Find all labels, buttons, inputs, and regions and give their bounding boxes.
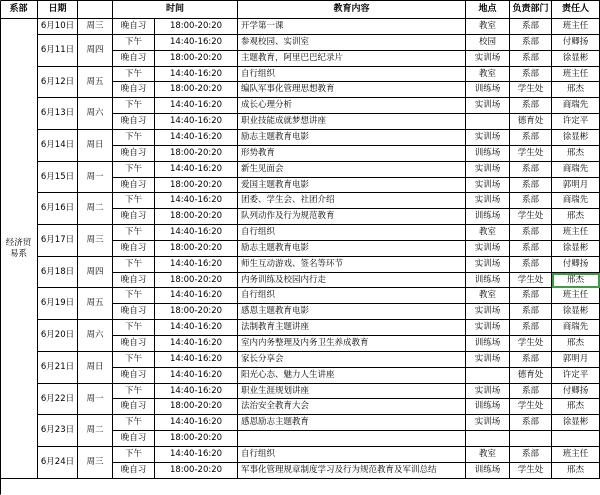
content-cell[interactable]: 家长分享会 [238, 352, 466, 368]
resp-dept-cell[interactable] [510, 431, 552, 447]
content-cell[interactable]: 参观校园、实训室 [238, 35, 466, 51]
period-cell[interactable]: 晚自习 [113, 431, 155, 447]
place-cell[interactable]: 实训场 [466, 162, 510, 178]
place-cell[interactable] [466, 431, 510, 447]
resp-dept-cell[interactable]: 学生处 [510, 336, 552, 352]
person-cell[interactable]: 商瑞先 [552, 193, 600, 209]
time-cell[interactable]: 14:40-16:20 [155, 415, 238, 431]
person-cell[interactable]: 邢杰 [552, 146, 600, 162]
weekday-cell[interactable]: 周一 [78, 384, 113, 415]
time-cell[interactable]: 14:40-16:20 [155, 130, 238, 146]
person-cell[interactable]: 付卿扬 [552, 35, 600, 51]
place-cell[interactable]: 实训场 [466, 415, 510, 431]
content-cell[interactable]: 阳光心态、魅力人生讲座 [238, 368, 466, 384]
period-cell[interactable]: 下午 [113, 288, 155, 304]
place-cell[interactable]: 教室 [466, 19, 510, 35]
place-cell[interactable]: 训练场 [466, 82, 510, 98]
time-cell[interactable]: 14:40-16:20 [155, 257, 238, 273]
place-cell[interactable]: 实训场 [466, 384, 510, 399]
resp-dept-cell[interactable]: 系部 [510, 67, 552, 82]
weekday-cell[interactable]: 周六 [78, 98, 113, 130]
place-cell[interactable]: 实训场 [466, 130, 510, 146]
period-cell[interactable]: 晚自习 [113, 463, 155, 479]
time-cell[interactable]: 18:00-20:20 [155, 178, 238, 193]
content-cell[interactable]: 形势教育 [238, 146, 466, 162]
place-cell[interactable]: 训练场 [466, 146, 510, 162]
resp-dept-cell[interactable]: 系部 [510, 304, 552, 320]
period-cell[interactable]: 晚自习 [113, 399, 155, 415]
time-cell[interactable]: 18:00-20:20 [155, 19, 238, 35]
content-cell[interactable]: 编队军事化管理思想教育 [238, 82, 466, 98]
date-cell[interactable]: 6月11日 [38, 35, 78, 67]
time-cell[interactable]: 18:00-20:20 [155, 209, 238, 225]
place-cell[interactable]: 教室 [466, 447, 510, 463]
place-cell[interactable] [466, 114, 510, 130]
header-person: 责任人 [552, 0, 600, 19]
resp-dept-cell[interactable]: 系部 [510, 51, 552, 67]
place-cell[interactable]: 实训场 [466, 304, 510, 320]
place-cell[interactable] [466, 368, 510, 384]
time-cell[interactable]: 14:40-16:20 [155, 225, 238, 241]
date-cell[interactable]: 6月17日 [38, 225, 78, 257]
header-content: 教育内容 [238, 0, 466, 19]
time-cell[interactable]: 14:40-16:20 [155, 193, 238, 209]
date-cell[interactable]: 6月23日 [38, 415, 78, 447]
resp-dept-cell[interactable]: 系部 [510, 35, 552, 51]
period-cell[interactable]: 晚自习 [113, 82, 155, 98]
person-cell[interactable]: 班主任 [552, 288, 600, 304]
date-cell[interactable]: 6月21日 [38, 352, 78, 384]
content-cell[interactable]: 法治安全教育大会 [238, 399, 466, 415]
date-cell[interactable]: 6月14日 [38, 130, 78, 162]
content-cell[interactable]: 主题教育，阿里巴巴纪录片 [238, 51, 466, 67]
resp-dept-cell[interactable]: 系部 [510, 447, 552, 463]
person-cell[interactable]: 班主任 [552, 19, 600, 35]
time-cell[interactable]: 18:00-20:20 [155, 241, 238, 257]
period-cell[interactable]: 下午 [113, 35, 155, 51]
resp-dept-cell[interactable]: 系部 [510, 98, 552, 114]
period-cell[interactable]: 下午 [113, 352, 155, 368]
place-cell[interactable]: 训练场 [466, 336, 510, 352]
period-cell[interactable]: 下午 [113, 193, 155, 209]
date-cell[interactable]: 6月20日 [38, 320, 78, 352]
place-cell[interactable]: 实训场 [466, 51, 510, 67]
person-cell[interactable]: 商瑞先 [552, 162, 600, 178]
content-cell[interactable]: 职业生涯规划讲座 [238, 384, 466, 399]
resp-dept-cell[interactable]: 学生处 [510, 82, 552, 98]
person-cell[interactable]: 郭明月 [552, 352, 600, 368]
resp-dept-cell[interactable]: 系部 [510, 384, 552, 399]
resp-dept-cell[interactable]: 系部 [510, 162, 552, 178]
period-cell[interactable]: 晚自习 [113, 368, 155, 384]
person-cell[interactable]: 付卿扬 [552, 257, 600, 273]
person-cell[interactable]: 郭明月 [552, 178, 600, 193]
header-dept: 系部 [0, 0, 38, 19]
time-cell[interactable]: 14:40-16:20 [155, 114, 238, 130]
header-resp-dept: 负责部门 [510, 0, 552, 19]
place-cell[interactable]: 实训场 [466, 352, 510, 368]
person-cell[interactable]: 班主任 [552, 225, 600, 241]
time-cell[interactable]: 14:40-16:20 [155, 35, 238, 51]
content-cell[interactable]: 自行组织 [238, 67, 466, 82]
weekday-cell[interactable]: 周三 [78, 19, 113, 35]
person-cell[interactable]: 邢杰 [552, 336, 600, 352]
header-time: 时间 [113, 0, 238, 19]
period-cell[interactable]: 下午 [113, 257, 155, 273]
person-cell[interactable]: 付卿扬 [552, 384, 600, 399]
time-cell[interactable]: 18:00-20:20 [155, 273, 238, 288]
place-cell[interactable]: 教室 [466, 225, 510, 241]
date-cell[interactable]: 6月16日 [38, 193, 78, 225]
person-cell[interactable]: 邢杰 [552, 209, 600, 225]
content-cell[interactable]: 室内内务整理及内务卫生养成教育 [238, 336, 466, 352]
date-cell[interactable]: 6月19日 [38, 288, 78, 320]
place-cell[interactable]: 校园 [466, 35, 510, 51]
period-cell[interactable]: 晚自习 [113, 304, 155, 320]
period-cell[interactable]: 下午 [113, 162, 155, 178]
place-cell[interactable]: 实训场 [466, 178, 510, 193]
period-cell[interactable]: 下午 [113, 225, 155, 241]
person-cell[interactable]: 徐显彬 [552, 130, 600, 146]
weekday-cell[interactable]: 周三 [78, 225, 113, 257]
period-cell[interactable]: 晚自习 [113, 114, 155, 130]
place-cell[interactable]: 训练场 [466, 209, 510, 225]
weekday-cell[interactable]: 周五 [78, 67, 113, 98]
content-cell[interactable]: 开学第一课 [238, 19, 466, 35]
content-cell[interactable]: 法制教育主题讲座 [238, 320, 466, 336]
time-cell[interactable]: 18:00-20:20 [155, 399, 238, 415]
person-cell[interactable]: 邢杰 [552, 399, 600, 415]
time-cell[interactable]: 14:40-16:20 [155, 67, 238, 82]
time-cell[interactable]: 14:40-16:20 [155, 320, 238, 336]
time-cell[interactable]: 18:00-20:20 [155, 146, 238, 162]
weekday-cell[interactable]: 周二 [78, 193, 113, 225]
content-cell[interactable]: 职业技能成就梦想讲座 [238, 114, 466, 130]
time-cell[interactable]: 14:40-16:20 [155, 162, 238, 178]
resp-dept-cell[interactable]: 学生处 [510, 146, 552, 162]
resp-dept-cell[interactable]: 学生处 [510, 399, 552, 415]
weekday-cell[interactable]: 周日 [78, 352, 113, 384]
period-cell[interactable]: 下午 [113, 447, 155, 463]
person-cell[interactable]: 邢杰 [552, 463, 600, 479]
department-cell[interactable]: 经济贸易系 [0, 19, 38, 479]
weekday-cell[interactable]: 周四 [78, 35, 113, 67]
person-cell[interactable]: 徐显彬 [552, 415, 600, 431]
person-cell[interactable]: 邢杰 [552, 82, 600, 98]
date-cell[interactable]: 6月13日 [38, 98, 78, 130]
resp-dept-cell[interactable]: 系部 [510, 130, 552, 146]
person-cell[interactable]: 徐显彬 [552, 304, 600, 320]
person-cell[interactable]: 徐显彬 [552, 51, 600, 67]
time-cell[interactable]: 14:40-16:20 [155, 288, 238, 304]
content-cell[interactable]: 感恩励志主题教育 [238, 415, 466, 431]
person-cell[interactable]: 班主任 [552, 67, 600, 82]
content-cell[interactable]: 内务训练及校园内行走 [238, 273, 466, 288]
time-cell[interactable]: 14:40-16:20 [155, 447, 238, 463]
person-cell[interactable]: 班主任 [552, 447, 600, 463]
header-date: 日期 [38, 0, 78, 19]
place-cell[interactable]: 实训场 [466, 98, 510, 114]
person-cell-selected[interactable]: 邢杰 [552, 273, 600, 288]
header-place: 地点 [466, 0, 510, 19]
period-cell[interactable]: 晚自习 [113, 178, 155, 193]
time-cell[interactable]: 14:40-16:20 [155, 98, 238, 114]
resp-dept-cell[interactable]: 系部 [510, 288, 552, 304]
resp-dept-cell[interactable]: 德育处 [510, 368, 552, 384]
date-cell[interactable]: 6月15日 [38, 162, 78, 193]
weekday-cell[interactable]: 周二 [78, 415, 113, 447]
person-cell[interactable]: 许定平 [552, 368, 600, 384]
content-cell[interactable]: 励志主题教育电影 [238, 130, 466, 146]
place-cell[interactable]: 教室 [466, 67, 510, 82]
time-cell[interactable]: 18:00-20:20 [155, 431, 238, 447]
weekday-cell[interactable]: 周一 [78, 162, 113, 193]
content-cell[interactable]: 成长心理分析 [238, 98, 466, 114]
time-cell[interactable]: 14:40-16:20 [155, 352, 238, 368]
content-cell[interactable]: 队列动作及行为规范教育 [238, 209, 466, 225]
content-cell[interactable]: 爱国主题教育电影 [238, 178, 466, 193]
content-cell[interactable]: 励志主题教育电影 [238, 241, 466, 257]
weekday-cell[interactable]: 周三 [78, 447, 113, 479]
person-cell[interactable]: 许定平 [552, 114, 600, 130]
weekday-cell[interactable]: 周五 [78, 288, 113, 320]
period-cell[interactable]: 下午 [113, 415, 155, 431]
resp-dept-cell[interactable]: 系部 [510, 352, 552, 368]
resp-dept-cell[interactable]: 系部 [510, 225, 552, 241]
place-cell[interactable]: 训练场 [466, 273, 510, 288]
content-cell[interactable]: 感恩主题教育电影 [238, 304, 466, 320]
content-cell[interactable]: 新生见面会 [238, 162, 466, 178]
period-cell[interactable]: 下午 [113, 67, 155, 82]
time-cell[interactable]: 14:40-16:20 [155, 336, 238, 352]
content-cell[interactable]: 师生互动游戏、签名等环节 [238, 257, 466, 273]
place-cell[interactable]: 实训场 [466, 257, 510, 273]
resp-dept-cell[interactable]: 系部 [510, 19, 552, 35]
content-cell[interactable]: 军事化管理规章制度学习及行为规范教育及军训总结 [238, 463, 466, 479]
place-cell[interactable]: 训练场 [466, 399, 510, 415]
person-cell[interactable] [552, 431, 600, 447]
resp-dept-cell[interactable]: 系部 [510, 257, 552, 273]
period-cell[interactable]: 晚自习 [113, 209, 155, 225]
content-cell[interactable]: 自行组织 [238, 288, 466, 304]
date-cell[interactable]: 6月22日 [38, 384, 78, 415]
place-cell[interactable]: 训练场 [466, 463, 510, 479]
period-cell[interactable]: 下午 [113, 384, 155, 399]
date-cell[interactable]: 6月10日 [38, 19, 78, 35]
resp-dept-cell[interactable]: 德育处 [510, 114, 552, 130]
resp-dept-cell[interactable]: 系部 [510, 178, 552, 193]
place-cell[interactable]: 教室 [466, 288, 510, 304]
period-cell[interactable]: 晚自习 [113, 146, 155, 162]
period-cell[interactable]: 晚自习 [113, 51, 155, 67]
resp-dept-cell[interactable]: 系部 [510, 193, 552, 209]
date-cell[interactable]: 6月24日 [38, 447, 78, 479]
period-cell[interactable]: 晚自习 [113, 336, 155, 352]
person-cell[interactable]: 徐显彬 [552, 241, 600, 257]
weekday-cell[interactable]: 周日 [78, 130, 113, 162]
period-cell[interactable]: 晚自习 [113, 241, 155, 257]
time-cell[interactable]: 14:40-16:20 [155, 384, 238, 399]
person-cell[interactable]: 商瑞先 [552, 320, 600, 336]
header-weekday [78, 0, 113, 19]
content-cell[interactable]: 自行组织 [238, 447, 466, 463]
time-cell[interactable]: 18:00-20:20 [155, 304, 238, 320]
resp-dept-cell[interactable]: 系部 [510, 415, 552, 431]
place-cell[interactable]: 实训场 [466, 320, 510, 336]
period-cell[interactable]: 下午 [113, 98, 155, 114]
time-cell[interactable]: 18:00-20:20 [155, 463, 238, 479]
period-cell[interactable]: 下午 [113, 320, 155, 336]
weekday-cell[interactable]: 周四 [78, 257, 113, 288]
content-cell[interactable]: 自行组织 [238, 225, 466, 241]
period-cell[interactable]: 晚自习 [113, 273, 155, 288]
place-cell[interactable]: 实训场 [466, 241, 510, 257]
resp-dept-cell[interactable]: 学生处 [510, 209, 552, 225]
resp-dept-cell[interactable]: 学生处 [510, 273, 552, 288]
period-cell[interactable]: 下午 [113, 130, 155, 146]
time-cell[interactable]: 18:00-20:20 [155, 82, 238, 98]
resp-dept-cell[interactable]: 学生处 [510, 463, 552, 479]
time-cell[interactable]: 14:40-16:20 [155, 368, 238, 384]
content-cell[interactable]: 团委、学生会、社团介绍 [238, 193, 466, 209]
resp-dept-cell[interactable]: 系部 [510, 241, 552, 257]
weekday-cell[interactable]: 周六 [78, 320, 113, 352]
time-cell[interactable]: 18:00-20:20 [155, 51, 238, 67]
person-cell[interactable]: 商瑞先 [552, 98, 600, 114]
content-cell[interactable] [238, 431, 466, 447]
resp-dept-cell[interactable]: 系部 [510, 320, 552, 336]
date-cell[interactable]: 6月12日 [38, 67, 78, 98]
period-cell[interactable]: 晚自习 [113, 19, 155, 35]
date-cell[interactable]: 6月18日 [38, 257, 78, 288]
place-cell[interactable]: 实训场 [466, 193, 510, 209]
